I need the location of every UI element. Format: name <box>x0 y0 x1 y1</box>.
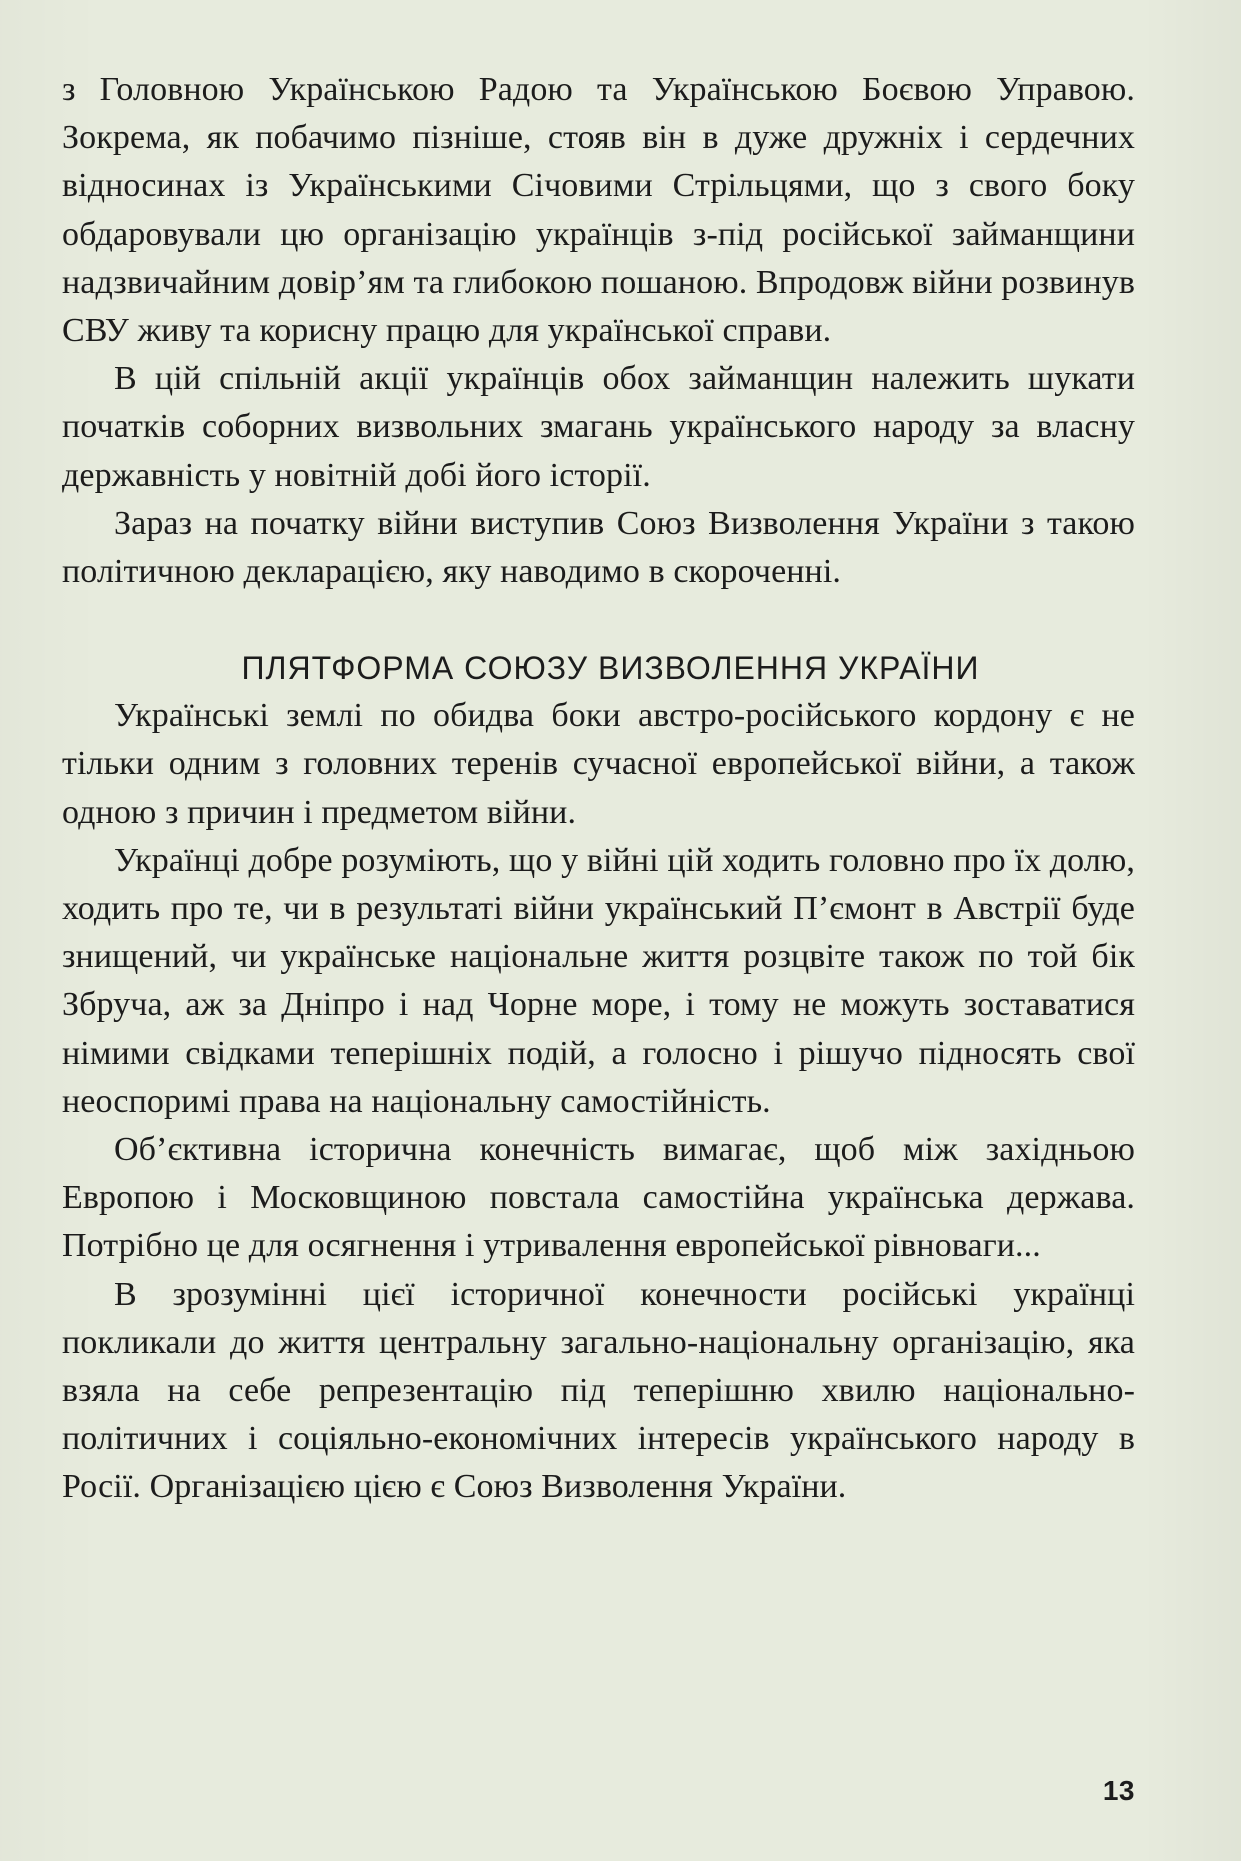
page-text <box>62 66 1135 1512</box>
paragraph-declaration-intro: Зараз на початку війни виступив Союз Визволення України з такою політичною декларацією, яку наводимо в скороченні. <box>62 504 1135 591</box>
paragraph-ukrainians-understand: Українці добре розуміють, що у війні цій ходить головно про їх долю, ходить про те, чи в результаті війни український П’ємонт в Австрії буде знищений, чи українське національне життя розцвіте також по той бік Збруча, аж за Дніпро і над Чорне море, і тому не можуть зоставатися німими свідками теперішніх подій, а голосно і рішучо підносять свої неоспоримі права на національну самостійність. <box>62 841 1135 1120</box>
section-heading: ПЛЯТФОРМА СОЮЗУ ВИЗВОЛЕННЯ УКРАЇНИ <box>241 650 980 687</box>
paragraph-ukrainian-lands: Українські землі по обидва боки австро-російського кордону є не тільки одним з головних теренів сучасної европейської війни, а також одною з причин і предметом війни. <box>62 697 1135 831</box>
paragraph-continuation: з Головною Українською Радою та Українською Боєвою Управою. Зокрема, як побачимо пізніше, стояв він в дуже дружніх і сердечних відносинах із Українськими Січовими Стрільцями, що з свого боку обдаровували цю організацію українців з-під російської займанщини надзвичайним довір’ям та глибокою пошаною. Впродовж війни розвинув СВУ живу та корисну працю для української справи. <box>62 71 1135 350</box>
paragraph-historical-necessity: Об’єктивна історична конечність вимагає, щоб між західньою Европою і Московщиною повстала самостійна українська держава. Потрібно це для осягнення і утривалення европейської рівноваги... <box>62 1131 1135 1265</box>
paragraph-organization: В зрозумінні цієї історичної конечности російські українці покликали до життя центральну загально-національну організацію, яка взяла на себе репрезентацію під теперішню хвилю національно-політичних і соціяльно-економічних інтересів українського народу в Росії. Організацією цією є Союз Визволення України. <box>62 1275 1135 1506</box>
paragraph-unified-action: В цій спільній акції українців обох займанщин належить шукати початків соборних визвольних змагань українського народу за власну державність у новітній добі його історії. <box>62 360 1135 494</box>
page-number: 13 <box>1102 1775 1135 1806</box>
